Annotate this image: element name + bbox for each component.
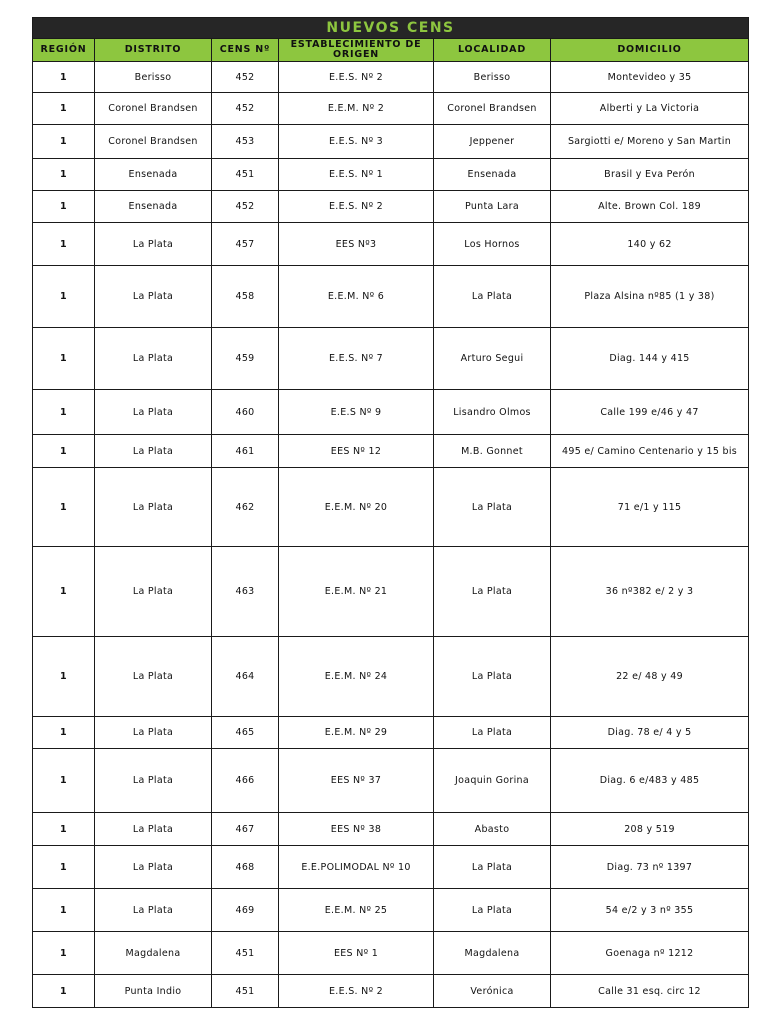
table-row: [33, 547, 749, 637]
cell-domicilio: Diag. 73 nº 1397: [551, 846, 749, 889]
cell-establecimiento: E.E.S. Nº 2: [279, 62, 434, 93]
cell-localidad: M.B. Gonnet: [434, 435, 551, 468]
cell-cens: 463: [212, 547, 279, 637]
cell-domicilio: Montevideo y 35: [551, 62, 749, 93]
table-row: [33, 93, 749, 125]
cell-establecimiento: E.E.S. Nº 7: [279, 328, 434, 390]
cell-domicilio: Plaza Alsina nº85 (1 y 38): [551, 266, 749, 328]
cell-localidad: La Plata: [434, 547, 551, 637]
table-row: [33, 749, 749, 813]
cell-establecimiento: E.E.S Nº 9: [279, 390, 434, 435]
cell-establecimiento: EES Nº 12: [279, 435, 434, 468]
cell-distrito: Magdalena: [95, 932, 212, 975]
table-row: [33, 62, 749, 93]
cell-region: 1: [33, 932, 95, 975]
cell-cens: 465: [212, 717, 279, 749]
table-row: [33, 717, 749, 749]
cell-region: 1: [33, 159, 95, 191]
cell-distrito: La Plata: [95, 547, 212, 637]
cell-domicilio: Diag. 144 y 415: [551, 328, 749, 390]
cell-region: 1: [33, 390, 95, 435]
header-domicilio: DOMICILIO: [551, 39, 749, 62]
cell-establecimiento: E.E.S. Nº 3: [279, 125, 434, 159]
cell-region: 1: [33, 468, 95, 547]
cell-establecimiento: E.E.M. Nº 21: [279, 547, 434, 637]
cell-region: 1: [33, 62, 95, 93]
header-region: REGIÓN: [33, 39, 95, 62]
cell-localidad: La Plata: [434, 266, 551, 328]
cell-region: 1: [33, 93, 95, 125]
cell-domicilio: 36 nº382 e/ 2 y 3: [551, 547, 749, 637]
table-row: [33, 223, 749, 266]
cell-localidad: Ensenada: [434, 159, 551, 191]
cell-region: 1: [33, 191, 95, 223]
cell-establecimiento: E.E.M. Nº 20: [279, 468, 434, 547]
cell-cens: 451: [212, 975, 279, 1008]
cell-localidad: La Plata: [434, 637, 551, 717]
cell-region: 1: [33, 223, 95, 266]
cell-domicilio: Alberti y La Victoria: [551, 93, 749, 125]
cell-establecimiento: EES Nº 38: [279, 813, 434, 846]
cell-cens: 466: [212, 749, 279, 813]
table-row: [33, 159, 749, 191]
cell-localidad: Arturo Segui: [434, 328, 551, 390]
header-row: [33, 39, 749, 62]
header-cens: CENS Nº: [212, 39, 279, 62]
cens-table: [32, 17, 749, 1008]
cell-cens: 459: [212, 328, 279, 390]
cell-localidad: Berisso: [434, 62, 551, 93]
cell-distrito: La Plata: [95, 223, 212, 266]
cell-domicilio: 22 e/ 48 y 49: [551, 637, 749, 717]
cell-distrito: Punta Indio: [95, 975, 212, 1008]
table-row: [33, 468, 749, 547]
cell-establecimiento: E.E.S. Nº 2: [279, 191, 434, 223]
cell-localidad: Joaquin Gorina: [434, 749, 551, 813]
cell-establecimiento: E.E.M. Nº 2: [279, 93, 434, 125]
cell-domicilio: Goenaga nº 1212: [551, 932, 749, 975]
cell-region: 1: [33, 328, 95, 390]
cell-localidad: La Plata: [434, 468, 551, 547]
cell-establecimiento: EES Nº3: [279, 223, 434, 266]
table-row: [33, 889, 749, 932]
cell-cens: 451: [212, 932, 279, 975]
cell-establecimiento: E.E.S. Nº 2: [279, 975, 434, 1008]
cell-localidad: Punta Lara: [434, 191, 551, 223]
cell-distrito: Berisso: [95, 62, 212, 93]
table-row: [33, 846, 749, 889]
cell-establecimiento: E.E.M. Nº 6: [279, 266, 434, 328]
cell-cens: 452: [212, 93, 279, 125]
cell-localidad: Abasto: [434, 813, 551, 846]
table-title: NUEVOS CENS: [33, 18, 749, 39]
table-row: [33, 328, 749, 390]
cell-domicilio: Diag. 6 e/483 y 485: [551, 749, 749, 813]
cell-establecimiento: E.E.S. Nº 1: [279, 159, 434, 191]
cell-cens: 469: [212, 889, 279, 932]
cell-cens: 461: [212, 435, 279, 468]
cell-localidad: Lisandro Olmos: [434, 390, 551, 435]
cell-cens: 460: [212, 390, 279, 435]
cell-localidad: Magdalena: [434, 932, 551, 975]
cell-domicilio: 54 e/2 y 3 nº 355: [551, 889, 749, 932]
cell-region: 1: [33, 266, 95, 328]
cell-distrito: Coronel Brandsen: [95, 93, 212, 125]
cell-establecimiento: EES Nº 1: [279, 932, 434, 975]
cell-distrito: La Plata: [95, 813, 212, 846]
cell-localidad: La Plata: [434, 889, 551, 932]
cell-localidad: Los Hornos: [434, 223, 551, 266]
header-localidad: LOCALIDAD: [434, 39, 551, 62]
cell-domicilio: 208 y 519: [551, 813, 749, 846]
table-row: [33, 125, 749, 159]
cell-distrito: La Plata: [95, 435, 212, 468]
cell-cens: 452: [212, 62, 279, 93]
cell-localidad: La Plata: [434, 846, 551, 889]
cell-region: 1: [33, 889, 95, 932]
cell-region: 1: [33, 749, 95, 813]
table-row: [33, 813, 749, 846]
table-row: [33, 435, 749, 468]
cell-distrito: La Plata: [95, 637, 212, 717]
cell-cens: 453: [212, 125, 279, 159]
header-establecimiento: ESTABLECIMIENTO DE ORIGEN: [279, 39, 434, 62]
cell-distrito: La Plata: [95, 717, 212, 749]
cell-distrito: La Plata: [95, 846, 212, 889]
cell-region: 1: [33, 717, 95, 749]
cell-region: 1: [33, 547, 95, 637]
cell-region: 1: [33, 846, 95, 889]
cell-localidad: La Plata: [434, 717, 551, 749]
cell-cens: 467: [212, 813, 279, 846]
cell-localidad: Jeppener: [434, 125, 551, 159]
cell-cens: 462: [212, 468, 279, 547]
cell-region: 1: [33, 125, 95, 159]
cell-cens: 451: [212, 159, 279, 191]
cell-region: 1: [33, 435, 95, 468]
cell-distrito: La Plata: [95, 266, 212, 328]
cell-region: 1: [33, 637, 95, 717]
cell-domicilio: 140 y 62: [551, 223, 749, 266]
cell-domicilio: Sargiotti e/ Moreno y San Martin: [551, 125, 749, 159]
cell-cens: 468: [212, 846, 279, 889]
cell-distrito: Coronel Brandsen: [95, 125, 212, 159]
table-row: [33, 191, 749, 223]
table-row: [33, 266, 749, 328]
cell-domicilio: Brasil y Eva Perón: [551, 159, 749, 191]
cell-establecimiento: EES Nº 37: [279, 749, 434, 813]
cell-distrito: La Plata: [95, 390, 212, 435]
cell-establecimiento: E.E.POLIMODAL Nº 10: [279, 846, 434, 889]
cell-domicilio: Alte. Brown Col. 189: [551, 191, 749, 223]
cell-domicilio: 71 e/1 y 115: [551, 468, 749, 547]
cell-localidad: Coronel Brandsen: [434, 93, 551, 125]
cell-distrito: Ensenada: [95, 191, 212, 223]
cell-localidad: Verónica: [434, 975, 551, 1008]
cell-domicilio: Calle 199 e/46 y 47: [551, 390, 749, 435]
cell-cens: 464: [212, 637, 279, 717]
cell-region: 1: [33, 813, 95, 846]
table-row: [33, 390, 749, 435]
cell-region: 1: [33, 975, 95, 1008]
cell-domicilio: Diag. 78 e/ 4 y 5: [551, 717, 749, 749]
cell-domicilio: Calle 31 esq. circ 12: [551, 975, 749, 1008]
cell-cens: 457: [212, 223, 279, 266]
cell-distrito: La Plata: [95, 889, 212, 932]
cell-cens: 452: [212, 191, 279, 223]
cell-distrito: La Plata: [95, 749, 212, 813]
header-distrito: DISTRITO: [95, 39, 212, 62]
cell-domicilio: 495 e/ Camino Centenario y 15 bis: [551, 435, 749, 468]
table-row: [33, 637, 749, 717]
table-row: [33, 932, 749, 975]
cell-establecimiento: E.E.M. Nº 24: [279, 637, 434, 717]
cell-cens: 458: [212, 266, 279, 328]
table-row: [33, 975, 749, 1008]
cell-establecimiento: E.E.M. Nº 25: [279, 889, 434, 932]
cell-distrito: La Plata: [95, 328, 212, 390]
cell-establecimiento: E.E.M. Nº 29: [279, 717, 434, 749]
cell-distrito: La Plata: [95, 468, 212, 547]
cell-distrito: Ensenada: [95, 159, 212, 191]
